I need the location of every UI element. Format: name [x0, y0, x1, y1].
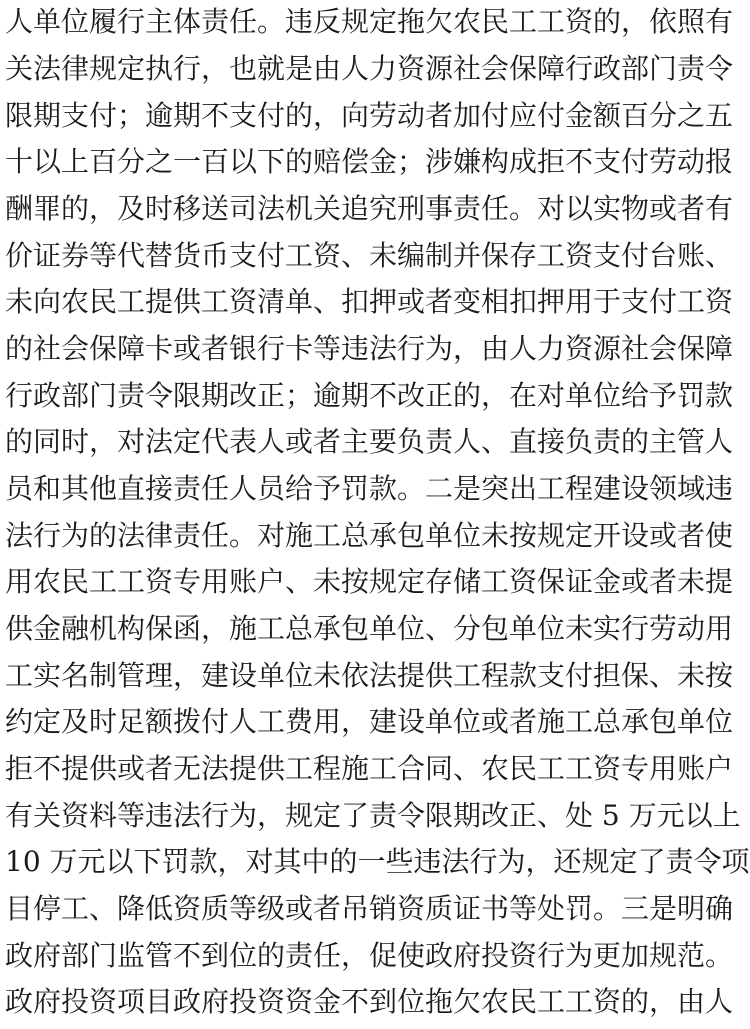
text-line: 目停工、降低资质等级或者吊销资质证书等处罚。三是明确 — [5, 892, 734, 925]
text-line: 用农民工工资专用账户、未按规定存储工资保证金或者未提 — [5, 565, 734, 598]
text-line: 酬罪的，及时移送司法机关追究刑事责任。对以实物或者有 — [5, 192, 734, 225]
text-line: 的同时，对法定代表人或者主要负责人、直接负责的主管人 — [5, 425, 734, 458]
text-line: 人单位履行主体责任。违反规定拖欠农民工工资的，依照有 — [5, 5, 734, 38]
text-line: 供金融机构保函，施工总承包单位、分包单位未实行劳动用 — [5, 612, 734, 645]
text-line: 工实名制管理，建设单位未依法提供工程款支付担保、未按 — [5, 659, 734, 692]
text-line: 政府投资项目政府投资资金不到位拖欠农民工工资的，由人 — [5, 985, 734, 1018]
text-line: 法行为的法律责任。对施工总承包单位未按规定开设或者使 — [5, 519, 734, 552]
text-line: 政府部门监管不到位的责任，促使政府投资行为更加规范。 — [5, 939, 734, 972]
text-line: 限期支付；逾期不支付的，向劳动者加付应付金额百分之五 — [5, 99, 734, 132]
text-line: 员和其他直接责任人员给予罚款。二是突出工程建设领域违 — [5, 472, 734, 505]
text-line: 约定及时足额拨付人工费用，建设单位或者施工总承包单位 — [5, 705, 734, 738]
text-line: 价证券等代替货币支付工资、未编制并保存工资支付台账、 — [5, 239, 734, 272]
text-line: 拒不提供或者无法提供工程施工合同、农民工工资专用账户 — [5, 752, 734, 785]
text-line: 的社会保障卡或者银行卡等违法行为，由人力资源社会保障 — [5, 332, 734, 365]
text-line: 10 万元以下罚款，对其中的一些违法行为，还规定了责令项 — [5, 845, 750, 878]
text-line: 有关资料等违法行为，规定了责令限期改正、处 5 万元以上 — [5, 799, 741, 832]
text-line: 未向农民工提供工资清单、扣押或者变相扣押用于支付工资 — [5, 285, 734, 318]
text-line: 十以上百分之一百以下的赔偿金；涉嫌构成拒不支付劳动报 — [5, 145, 734, 178]
text-line: 关法律规定执行，也就是由人力资源社会保障行政部门责令 — [5, 52, 734, 85]
text-line: 行政部门责令限期改正；逾期不改正的，在对单位给予罚款 — [5, 379, 734, 412]
